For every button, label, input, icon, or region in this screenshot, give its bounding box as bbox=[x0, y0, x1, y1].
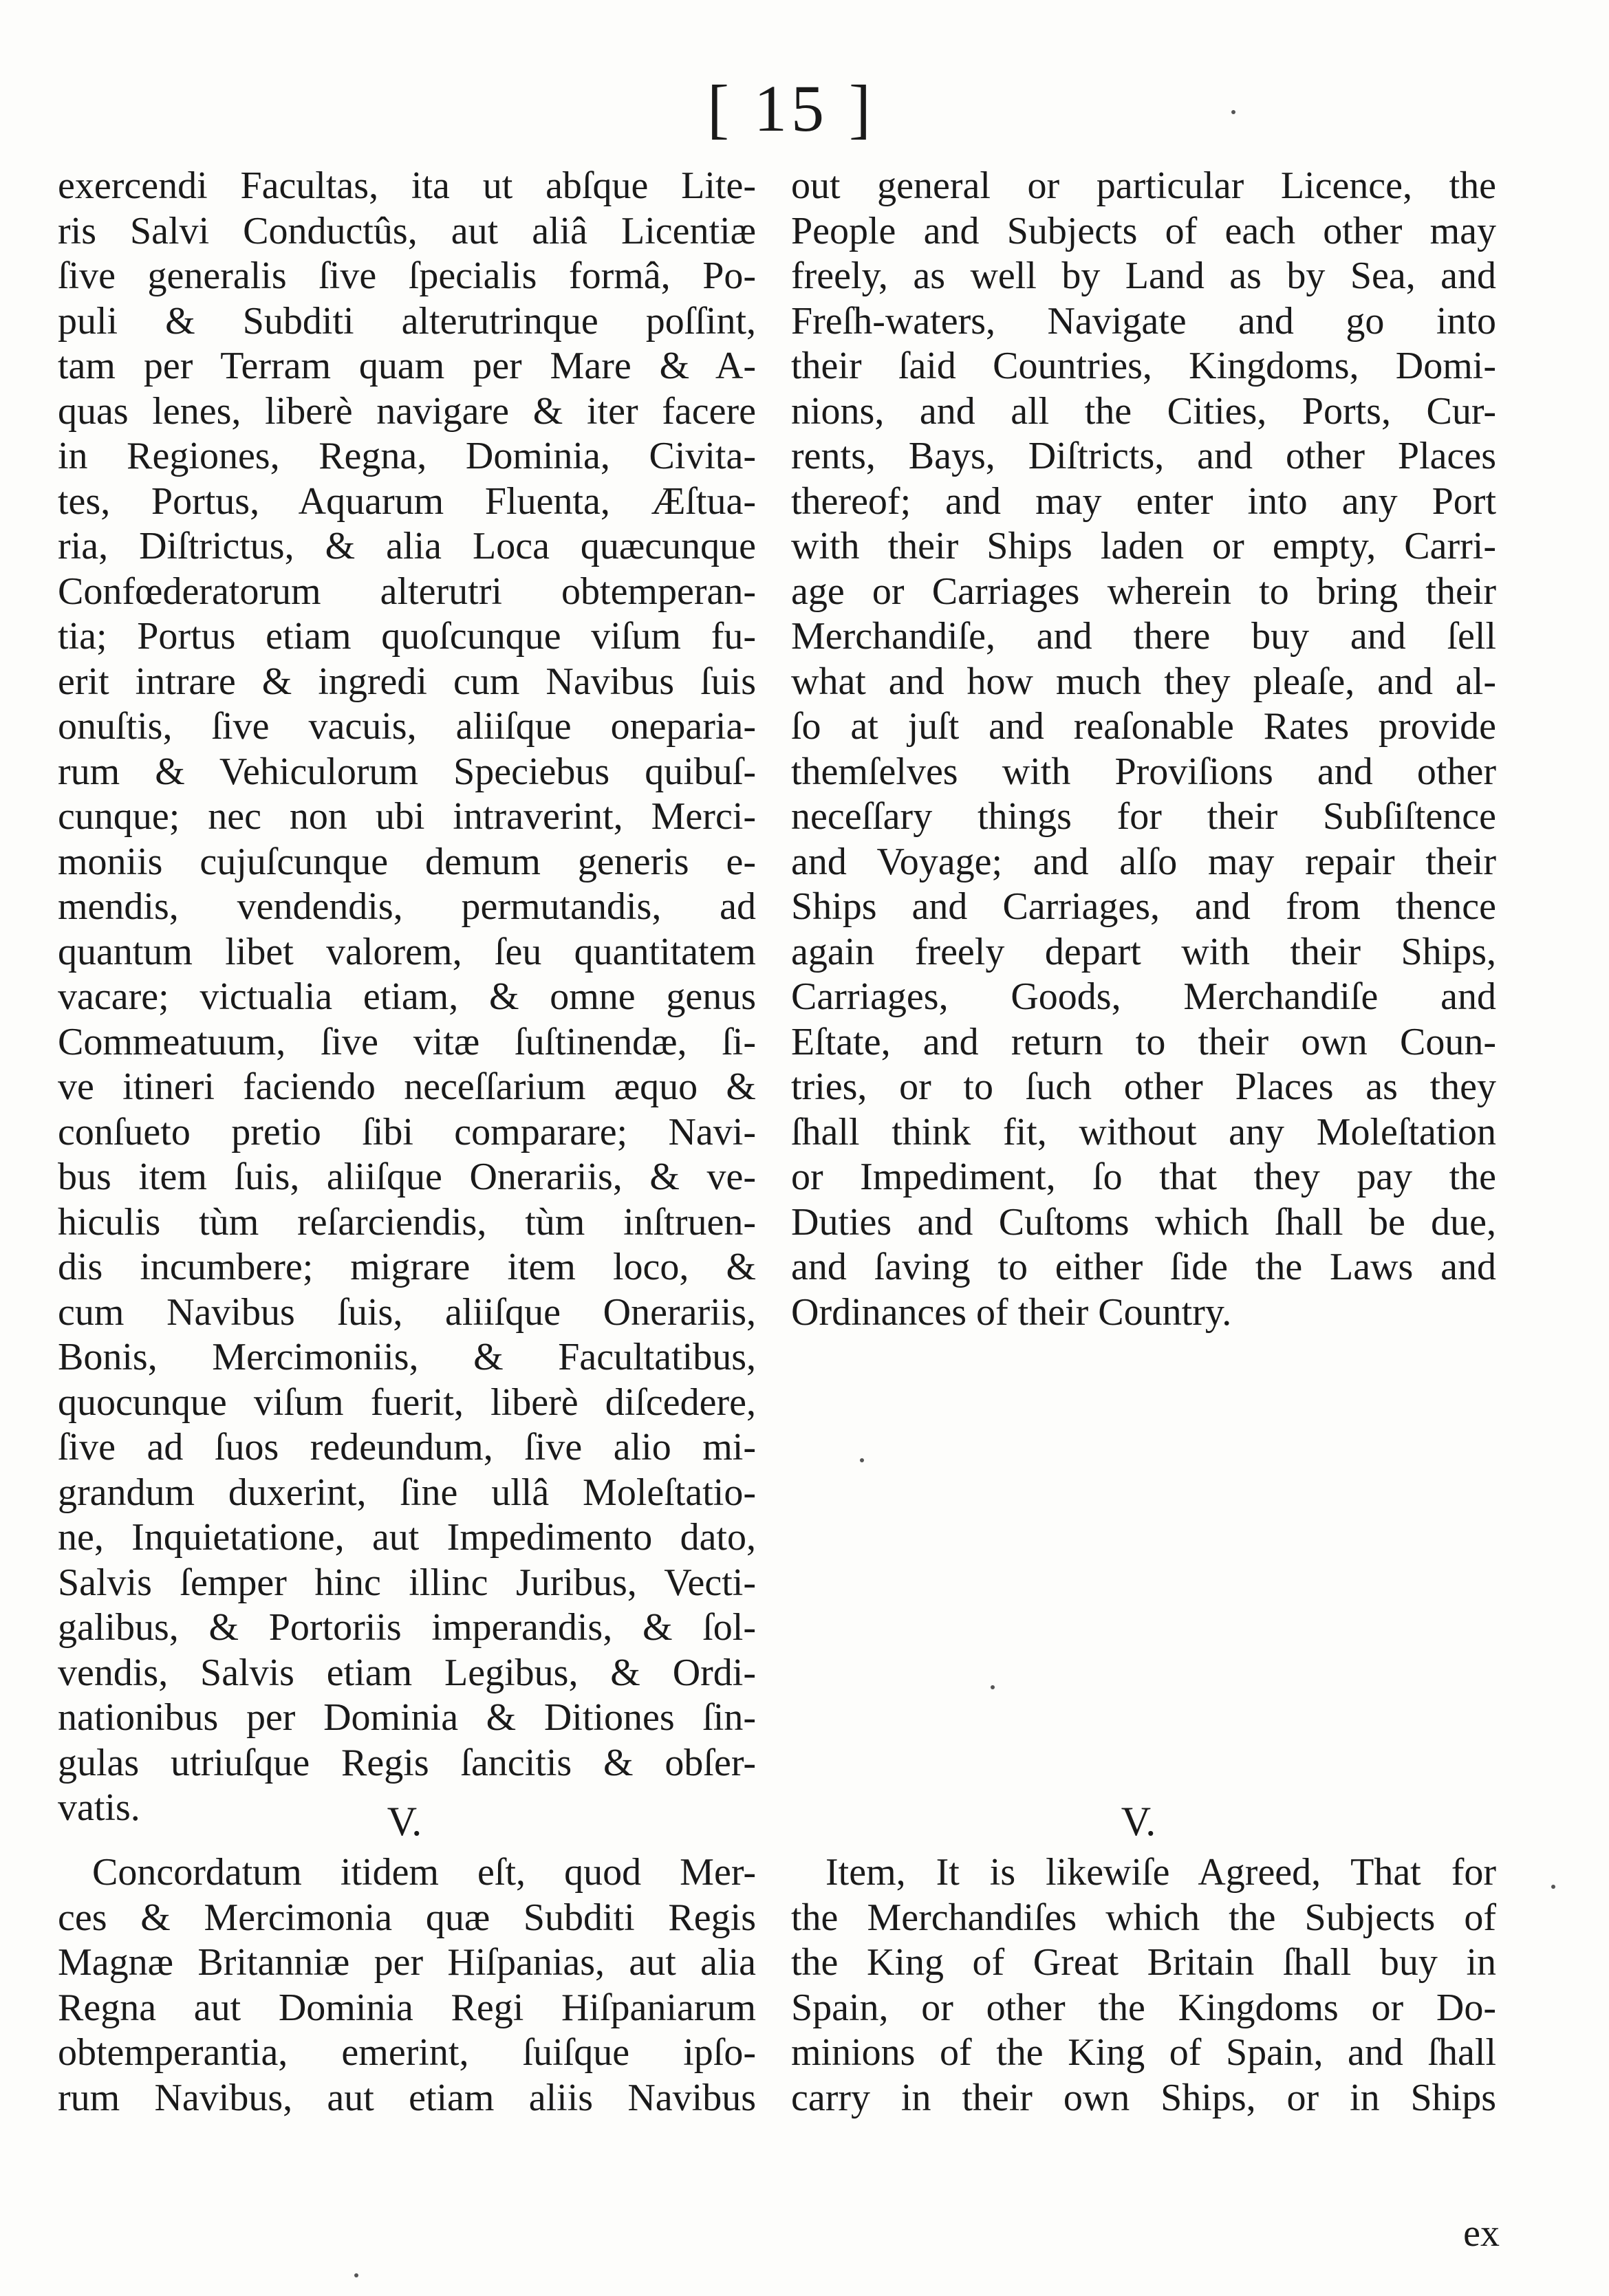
text-line: grandum duxerint, ſine ullâ Moleſtatio- bbox=[58, 1471, 756, 1514]
text-line: ria, Diſtrictus, & alia Loca quæcunque bbox=[58, 525, 756, 567]
text-line: ve itineri faciendo neceſſarium æquo & bbox=[58, 1065, 756, 1108]
text-line: Salvis ſemper hinc illinc Juribus, Vecti- bbox=[58, 1561, 756, 1604]
text-line: vatis. bbox=[58, 1786, 140, 1829]
text-line: Magnæ Britanniæ per Hiſpanias, aut alia bbox=[58, 1941, 756, 1984]
right-column-english bbox=[791, 164, 1496, 1335]
text-line: rents, Bays, Diſtricts, and other Places bbox=[791, 435, 1496, 477]
text-line: Commeatuum, ſive vitæ ſuſtinendæ, ſi- bbox=[58, 1020, 756, 1063]
text-line: Duties and Cuſtoms which ſhall be due, bbox=[791, 1200, 1496, 1244]
text-line: ris Salvi Conductûs, aut aliâ Licentiæ bbox=[58, 209, 756, 252]
text-line: nions, and all the Cities, Ports, Cur- bbox=[791, 389, 1496, 433]
ink-speck bbox=[991, 1685, 995, 1689]
text-line: cunque; nec non ubi intraverint, Merci- bbox=[58, 795, 756, 838]
text-line: age or Carriages wherein to bring their bbox=[791, 570, 1496, 613]
text-line: freely, as well by Land as by Sea, and bbox=[791, 254, 1496, 297]
text-line: what and how much they pleaſe, and al- bbox=[791, 660, 1496, 703]
text-line: ſhall think fit, without any Moleſtation bbox=[791, 1110, 1496, 1154]
text-line: Confœderatorum alterutri obtemperan- bbox=[58, 570, 756, 613]
text-line: and Voyage; and alſo may repair their bbox=[791, 840, 1496, 883]
text-line: Freſh-waters, Navigate and go into bbox=[791, 299, 1496, 343]
text-line: mendis, vendendis, permutandis, ad bbox=[58, 885, 756, 928]
article-v-latin bbox=[58, 1850, 756, 2121]
text-line: onuſtis, ſive vacuis, aliiſque onераria- bbox=[58, 705, 756, 748]
text-line: Regna aut Dominia Regi Hiſpaniarum bbox=[58, 1986, 756, 2029]
text-line: Ordinances of their Country. bbox=[791, 1290, 1232, 1334]
text-line: themſelves with Proviſions and other bbox=[791, 750, 1496, 793]
text-line: the Merchandiſes which the Subjects of bbox=[791, 1896, 1496, 1939]
text-line: galibus, & Portoriis imperandis, & ſol- bbox=[58, 1606, 756, 1649]
text-line: Merchandiſe, and there buy and ſell bbox=[791, 615, 1496, 658]
text-line: tes, Portus, Aquarum Fluenta, Æſtua- bbox=[58, 479, 756, 523]
text-line: out general or particular Licence, the bbox=[791, 164, 1496, 207]
section-heading-latin: V. bbox=[387, 1799, 422, 1844]
text-line: exercendi Facultas, ita ut abſque Lite- bbox=[58, 164, 756, 207]
text-line: hiculis tùm reſarciendis, tùm inſtruen- bbox=[58, 1200, 756, 1244]
article-v-english bbox=[791, 1850, 1496, 2121]
text-line: ne, Inquietatione, aut Impedimento dato, bbox=[58, 1516, 756, 1559]
text-line: and ſaving to either ſide the Laws and bbox=[791, 1246, 1496, 1288]
text-line: conſueto pretio ſibi comparare; Navi- bbox=[58, 1110, 756, 1154]
text-line: minions of the King of Spain, and ſhall bbox=[791, 2031, 1496, 2074]
text-line: rum Navibus, aut etiam aliis Navibus bbox=[58, 2076, 756, 2119]
text-line: People and Subjects of each other may bbox=[791, 209, 1496, 252]
text-line: rum & Vehiculorum Speciebus quibuſ- bbox=[58, 750, 756, 793]
text-line: cum Navibus ſuis, aliiſque Onerariis, bbox=[58, 1290, 756, 1334]
text-line: ſo at juſt and reaſonable Rates provide bbox=[791, 705, 1496, 748]
text-line: quantum libet valorem, ſeu quantitatem bbox=[58, 930, 756, 973]
text-line: carry in their own Ships, or in Ships bbox=[791, 2076, 1496, 2119]
text-line: or Impediment, ſo that they pay the bbox=[791, 1156, 1496, 1198]
section-heading-english: V. bbox=[1121, 1799, 1156, 1844]
text-line: puli & Subditi alterutrinque poſſint, bbox=[58, 299, 756, 343]
text-line: erit intrare & ingredi cum Navibus ſuis bbox=[58, 660, 756, 703]
text-line: obtemperantia, emerint, ſuiſque ipſo- bbox=[58, 2031, 756, 2074]
text-line: vacare; victualia etiam, & omne genus bbox=[58, 975, 756, 1018]
text-line: Ships and Carriages, and from thence bbox=[791, 885, 1496, 928]
text-line: in Regiones, Regna, Dominia, Civita- bbox=[58, 435, 756, 477]
text-line: quocunque viſum fuerit, liberè diſcedere, bbox=[58, 1380, 756, 1424]
ink-speck bbox=[1551, 1885, 1555, 1889]
text-line: Spain, or other the Kingdoms or Do- bbox=[791, 1986, 1496, 2029]
text-line: nationibus per Dominia & Ditiones ſin- bbox=[58, 1696, 756, 1739]
text-line: dis incumbere; migrare item loco, & bbox=[58, 1246, 756, 1288]
text-line: tia; Portus etiam quoſcunque viſum fu- bbox=[58, 615, 756, 658]
ink-speck bbox=[860, 1458, 864, 1462]
text-line: their ſaid Countries, Kingdoms, Domi- bbox=[791, 345, 1496, 387]
text-line: Bonis, Mercimoniis, & Facultatibus, bbox=[58, 1336, 756, 1378]
text-line: tries, or to ſuch other Places as they bbox=[791, 1065, 1496, 1108]
ink-speck bbox=[1231, 110, 1235, 114]
text-line: bus item ſuis, aliiſque Onerariis, & ve- bbox=[58, 1156, 756, 1198]
text-line: tam per Terram quam per Mare & A- bbox=[58, 345, 756, 387]
catchword: ex bbox=[1463, 2212, 1500, 2255]
text-line: thereof; and may enter into any Port bbox=[791, 479, 1496, 523]
text-line: ſive generalis ſive ſpecialis formâ, Po- bbox=[58, 254, 756, 297]
text-line: quas lenes, liberè navigare & iter facere bbox=[58, 389, 756, 433]
text-line: neceſſary things for their Subſiſtence bbox=[791, 795, 1496, 838]
text-line: Item, It is likewiſe Agreed, That for bbox=[825, 1851, 1496, 1894]
page-number: [ 15 ] bbox=[707, 72, 875, 145]
text-line: again freely depart with their Ships, bbox=[791, 930, 1496, 973]
text-line: ces & Mercimonia quæ Subditi Regis bbox=[58, 1896, 756, 1939]
text-line: Eſtate, and return to their own Coun- bbox=[791, 1020, 1496, 1063]
text-line: gulas utriuſque Regis ſancitis & obſer- bbox=[58, 1741, 756, 1784]
text-line: Carriages, Goods, Merchandiſe and bbox=[791, 975, 1496, 1018]
ink-speck bbox=[354, 2273, 358, 2277]
text-line: with their Ships laden or empty, Carri- bbox=[791, 525, 1496, 567]
text-line: moniis cujuſcunque demum generis e- bbox=[58, 840, 756, 883]
text-line: ſive ad ſuos redeundum, ſive alio mi- bbox=[58, 1426, 756, 1469]
text-line: vendis, Salvis etiam Legibus, & Ordi- bbox=[58, 1651, 756, 1694]
text-line: Concordatum itidem eſt, quod Mer- bbox=[92, 1851, 756, 1894]
left-column-latin bbox=[58, 164, 756, 1831]
text-line: the King of Great Britain ſhall buy in bbox=[791, 1941, 1496, 1984]
